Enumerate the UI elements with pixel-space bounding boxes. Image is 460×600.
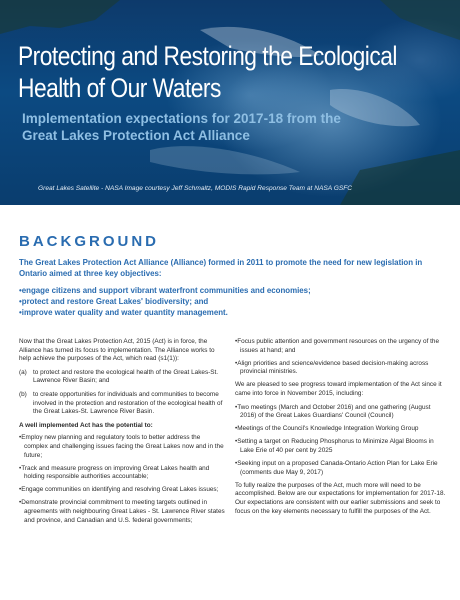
progress-item: •Seeking input on a proposed Canada-Ontario Action Plan for Lake Erie (comments due May 9, 2017) <box>235 460 438 476</box>
potential-item: •Align priorities and science/evidence based decision-making across provincial ministries. <box>235 359 429 376</box>
objective-item: •engage citizens and support vibrant waterfront communities and economies; <box>19 286 311 295</box>
objective-item: •improve water quality and water quantity management. <box>19 308 228 318</box>
purpose-text: to create opportunities for individuals and communities to become involved in the protection and restoration of the ecological health of the Great Lakes-St. Lawrence River Basin. <box>33 390 223 416</box>
potential-subheading: A well implemented Act has the potential to: <box>19 421 153 429</box>
potential-item: •Engage communities on identifying and resolving Great Lakes issues; <box>19 486 219 494</box>
purpose-marker: (b) <box>19 390 27 398</box>
progress-item: •Two meetings (March and October 2016) and one gathering (August 2016) of the Great Lakes Guardians' Council (Council) <box>235 403 431 420</box>
potential-list <box>19 434 225 525</box>
potential-item: •Demonstrate provincial commitment to meeting targets outlined in agreements with neighbouring Great Lakes - St. Lawrence River states and province, and Canadian and U.S. federal governments; <box>19 499 225 524</box>
purpose-item <box>19 391 225 417</box>
potential-item: •Track and measure progress on improving Great Lakes health and holding responsible authorities accountable; <box>19 464 210 481</box>
right-column <box>235 338 447 521</box>
section-heading-background: BACKGROUND <box>19 233 159 250</box>
progress-list <box>235 404 447 478</box>
progress-item: •Setting a target on Reducing Phosphorus to Minimize Algal Blooms in Lake Erie of 40 per cent by 2025 <box>235 438 434 454</box>
potential-item: •Focus public attention and government resources on the urgency of the issues at hand; and <box>235 338 440 354</box>
hero-banner <box>0 0 460 205</box>
left-column <box>19 338 225 530</box>
progress-item: •Meetings of the Council's Knowledge Integration Working Group <box>235 425 419 433</box>
objectives-list <box>19 285 449 319</box>
potential-list-continued <box>235 338 447 377</box>
intro-paragraph: The Great Lakes Protection Act Alliance (Alliance) formed in 2011 to promote the need for new legislation in Ontario aimed at three key objectives: <box>19 258 423 278</box>
image-credit: Great Lakes Satellite - NASA Image courtesy Jeff Schmaltz, MODIS Rapid Response Team at NASA GSFC <box>38 185 353 192</box>
closing-paragraph: To fully realize the purposes of the Act, much more will need to be accomplished. Below are our expectations for implementation for 2017-18. Our expectations are consistent with our earlier submissions and seek to focus on the key elements necessary to fulfill the purposes of the Act. <box>235 481 446 515</box>
purpose-text: to protect and restore the ecological health of the Great Lakes-St. Lawrence River Basin; and <box>33 368 219 385</box>
progress-paragraph: We are pleased to see progress toward implementation of the Act since it came into force in November 2015, including: <box>235 381 442 397</box>
page-title: Protecting and Restoring the Ecological Health of Our Waters <box>18 41 397 103</box>
purpose-item <box>19 369 225 386</box>
page-subtitle: Implementation expectations for 2017-18 from the Great Lakes Protection Act Alliance <box>22 111 341 143</box>
purpose-marker: (a) <box>19 368 27 376</box>
act-intro-paragraph: Now that the Great Lakes Protection Act, 2015 (Act) is in force, the Alliance has turned its focus to implementation. The Alliance works to help achieve the purposes of the Act, which read (s1(1)): <box>19 338 215 363</box>
potential-item: •Employ new planning and regulatory tools to better address the complex and challenging issues facing the Great Lakes now and in the future; <box>19 434 224 459</box>
objective-item: •protect and restore Great Lakes' biodiversity; and <box>19 297 209 307</box>
